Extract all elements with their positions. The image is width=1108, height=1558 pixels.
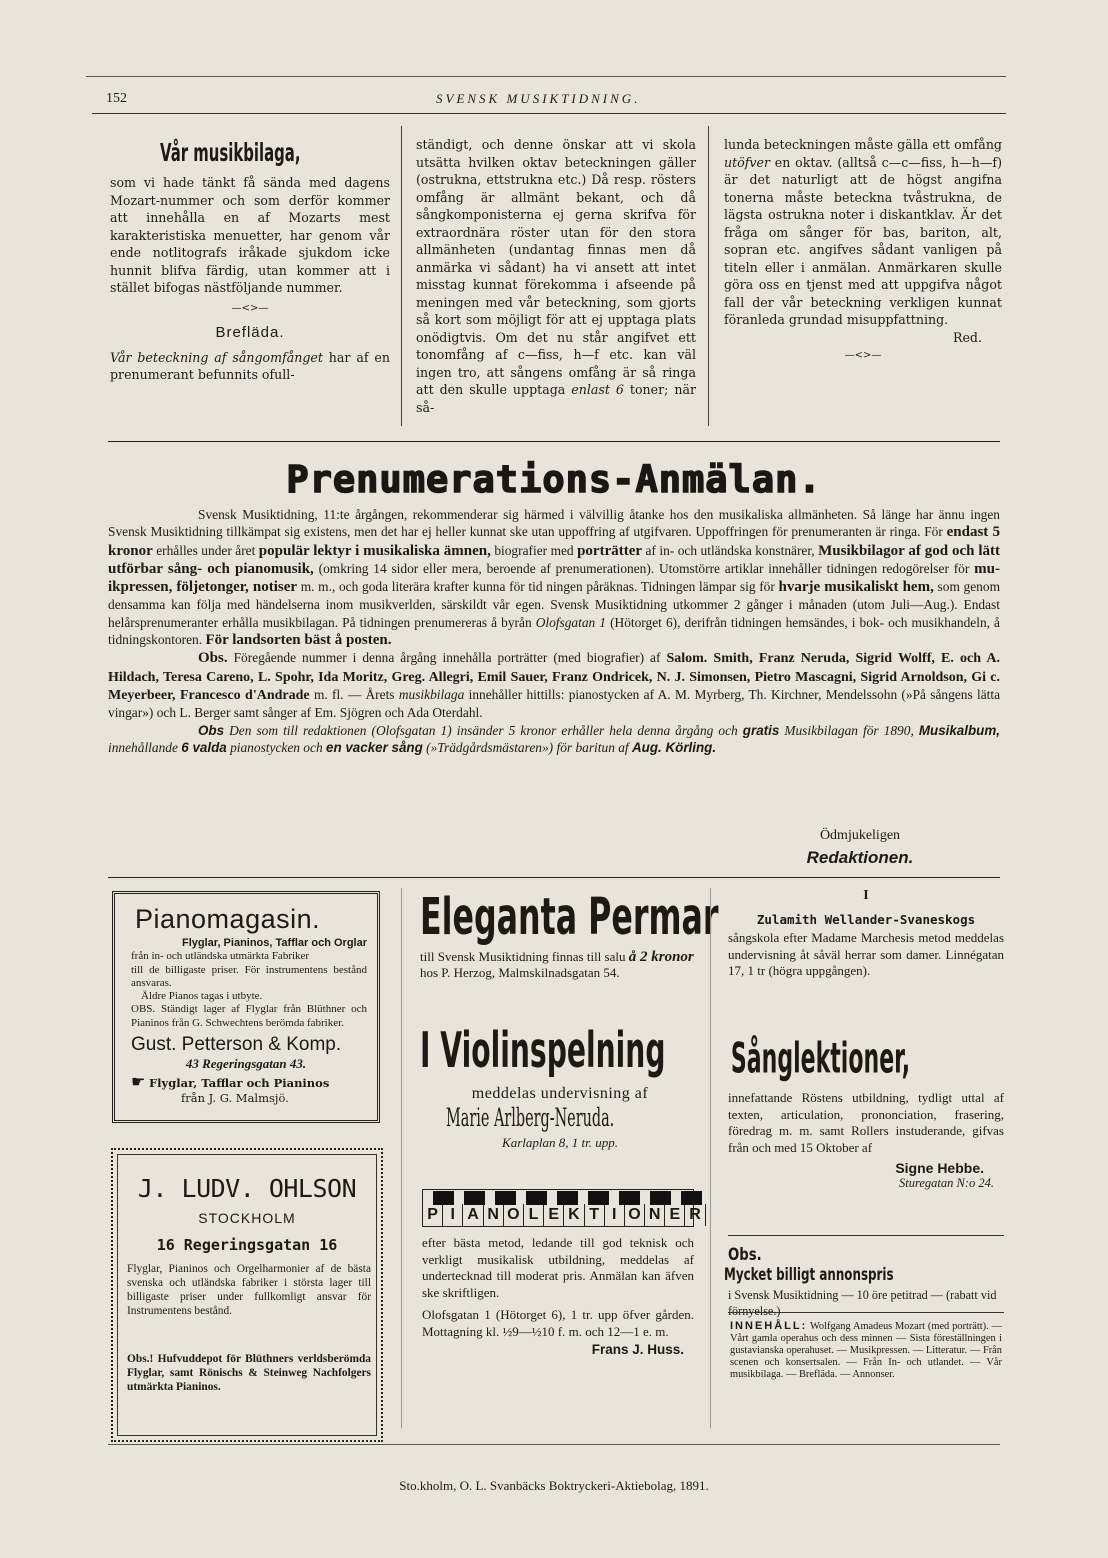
text: pianostycken och — [230, 739, 323, 755]
ad-mark: I — [863, 888, 869, 903]
piano-key-letter: N — [645, 1204, 665, 1226]
ad-obs: Obs.! Hufvuddepot för Blüthners verldsberömda Flyglar, samt Rönischs & Steinweg Nachfolgers utmärkta Pianinos. — [127, 1353, 371, 1393]
ad-rule — [728, 1312, 1004, 1313]
emphasis: porträtter — [577, 542, 643, 559]
text: Svensk Musiktidning, 11:te årgången, rekommenderar sig härmed i välvillig åtanke hos den musikaliska allmänheten. Så länge har ännu ingen Svensk Musiktidning tillkämpat sig existens, men det har ej heller kunnat ske utan uppoffring af utgifvaren. Uppoffringen för prenumeranten är ringa. För — [108, 507, 1000, 540]
ad-title: J. LUDV. OHLSON — [137, 1174, 357, 1203]
imprint: Sto.kholm, O. L. Svanbäcks Boktryckeri-Aktiebolag, 1891. — [399, 1478, 709, 1493]
ad-sangskola — [728, 888, 1004, 980]
lead-text: har af en prenumerant befunnits ofull- — [110, 349, 390, 382]
ad-pianolektioner — [422, 1189, 701, 1357]
text: Musikbilagan för 1890, — [784, 722, 914, 738]
text: innehållande — [108, 739, 178, 755]
ad-body: innefattande Röstens utbildning, tydligt uttal af texten, articulation, prononciation, frasering, föredrag m. m. samt Rollers instuderande, gifvas från och med 15 Oktober af — [728, 1090, 1004, 1155]
piano-key-letter: P — [423, 1204, 443, 1226]
subscription-title — [108, 458, 1000, 501]
emphasis: endast 5 kronor — [108, 524, 1000, 559]
ad-title: Pianomagasin. — [135, 904, 321, 934]
italic-address: Olofsgatan 1 — [535, 614, 606, 630]
footer-rule — [108, 1444, 1000, 1445]
text: m. m., och goda literära krafter kunna för tid ningen påräknas. Tidningen lämpar sig för — [300, 579, 775, 595]
ad-line: Flyglar, Tafflar och Pianinos — [149, 1076, 330, 1091]
article-musikbilaga — [110, 138, 390, 384]
ad-line: Äldre Pianos tagas i utbyte. — [141, 990, 263, 1003]
piano-key-letter: I — [443, 1204, 463, 1226]
article-title: Vår musikbilaga, — [159, 138, 301, 168]
piano-key-letter: N — [484, 1204, 504, 1226]
piano-letters — [423, 1204, 706, 1226]
column-text: en oktav. (alltså c—c—fiss, h—h—f) är det naturligt att de högst angifna tonerna måste beteckna tvåstrukna, de lägsta ostrukna noter i diskantklav. Är det fråga om sånger för bas, bariton, alt, sopran etc. angifves sådant vanligen på titeln eller i anmälan. Anmärkaren skulle göra oss en tjenst med att uppgifva något fall der vår beteckning verkligen kunnat föranleda grundad misuppfattning. — [724, 154, 1002, 327]
page-header — [86, 76, 1006, 107]
ad-column-divider — [401, 888, 402, 1428]
separator: —<>— — [231, 302, 269, 314]
ad-line: hos P. Herzog, Malmskilnadsgatan 54. — [420, 965, 620, 980]
ad-name: Frans J. Huss. — [591, 1342, 684, 1357]
ad-name: Marie Arlberg-Nerudа. — [445, 1103, 615, 1133]
text: biografier med — [494, 542, 574, 558]
emphasis: 6 valda — [181, 739, 227, 755]
column-divider — [708, 126, 709, 426]
article-column-2 — [416, 136, 696, 416]
emphasis: gratis — [742, 722, 780, 738]
ad-address: 16 Regeringsgatan 16 — [156, 1236, 338, 1254]
ad-name: Signe Hebbe. — [895, 1160, 984, 1176]
piano-key-letter: E — [544, 1204, 564, 1226]
column-text: ständigt, och denne önskar att vi skola utsätta hvilken oktav beteckningen gäller (ostrukna, ettstrukna etc.) Då resp. rösters omfång är allmänt bekant, och då sångkomponisterna ej gerna skrifva för extraordnära röster utan för den stora allmänheten (undantag finnas men då anmärka vi sådant) ha vi ansett att intet misstag kunnat förekomma i afseende på meningen med vår beteckning, som gjorts så kort som möjligt för att ej upptaga plats onödigtvis. Om det nu står angifvet ett tonomfång af c—fiss, h—f etc. kan väl ingen tro, att sångens omfång är så ringa att den skulle upptaga — [416, 137, 696, 397]
column-italic: enlast 6 — [571, 382, 624, 397]
ad-line: från in- och utländska utmärkta Fabriker — [131, 950, 310, 963]
header-rule — [92, 113, 1006, 114]
text: (omkring 14 sidor eller mera, beroende af prenumerationen). Utomstörre artiklar innehåller tidningen redogörelser för — [318, 560, 970, 576]
piano-key-letter: L — [524, 1204, 544, 1226]
ad-address: Sturegatan N:o 24. — [898, 1176, 994, 1190]
running-title: SVENSK MUSIKTIDNING. — [436, 91, 641, 106]
column-text: lunda beteckningen måste gälla ett omfång — [724, 137, 1002, 152]
ad-annons — [724, 1245, 1004, 1319]
emphasis: Aug. Körling. — [632, 739, 717, 755]
text: innehåller hittills: pianostycken af A. M. Myrberg, Th. Kirchner, Mendelssohn (»På sångens lätta vingar») och L. Berger samt sånger af Em. Sjögren och Ada Oterdahl. — [108, 686, 1001, 721]
text: Föregående nummer i denna årgång innehålla porträtter (med biografier) af — [233, 650, 661, 666]
text: som genom densamma kan följa med händelserna inom musikverlden, särskildt vår egen. Svensk Musiktidning utkommer 2 gånger i månaden (utom Juli—Aug.). Endast helårsprenumeranter erhålla musikbilagan. På tidningen prenumereras å byrån — [108, 579, 1000, 630]
ad-body: i Svensk Musiktidning — 10 öre petitrad — (rabatt vid förnyelse.) — [728, 1288, 997, 1318]
ad-line: meddelas undervisning af — [471, 1085, 649, 1102]
emphasis: Musikbilagor af god och lätt utförbar sång- och pianomusik, — [108, 542, 1000, 577]
emphasis: en vacker sång — [326, 739, 423, 755]
ad-body: Flyglar, Pianinos och Orgelharmonier af de bästa svenska och utländska fabriker i största lager till billigaste priser under fullkomligt ansvar för Instrumentens bestånd. — [127, 1263, 371, 1317]
piano-key-letter: I — [605, 1204, 625, 1226]
ad-address: 43 Regeringsgatan 43. — [185, 1056, 307, 1072]
ad-column-divider — [710, 888, 711, 1428]
ad-city: STOCKHOLM — [198, 1210, 296, 1226]
ad-pianomagasin — [112, 891, 380, 1123]
ad-violinspelning — [420, 1022, 700, 1151]
section-heading: Brefläda. — [215, 323, 285, 341]
emphasis: För landsorten bäst å posten. — [205, 632, 392, 649]
piano-key-letter: E — [665, 1204, 685, 1226]
price: å 2 kronor — [628, 949, 694, 965]
italic-text: musikbilaga — [398, 686, 465, 702]
ad-body: efter bästa metod, ledande till god teknisk och verkligt musikalisk utbildning, meddelas af undertecknad till moderat pris. Anmälan kan äfven ske skriftligen. — [422, 1235, 694, 1300]
ad-body: sångskola efter Madame Marchesis metod meddelas undervisning åt såväl herrar som damer. Linnégatan 17, 1 tr (högra uppgången). — [728, 930, 1004, 978]
column-divider — [401, 126, 402, 426]
piano-key-letter: T — [585, 1204, 605, 1226]
ad-permar — [420, 888, 719, 981]
column-italic: utöfver — [724, 154, 771, 170]
closing-text: Ödmjukeligen — [819, 828, 901, 843]
ad-address: Karlaplan 8, 1 tr. upp. — [502, 1135, 618, 1150]
contents-body: Wolfgang Amadeus Mozart (med porträtt). — Vårt gamla operahus och dess minnen — Sista föreställningen i gustavianska operahuset. — Musikpressen. — Litteratur. — Från scenen och konsertsalen. — Från In- och utlandet. — Vår musikbilaga. — Brefläda. — Annonser. — [730, 1321, 1002, 1380]
ad-ohlson — [111, 1148, 383, 1442]
page-number: 152 — [106, 91, 127, 106]
signature: Red. — [952, 329, 982, 345]
subscription-title-text: Prenumerations-Anmälan. — [286, 458, 822, 501]
piano-key-letter: A — [463, 1204, 483, 1226]
text: af in- och utländska konstnärer, — [645, 542, 815, 558]
ad-line: från J. G. Malmsjö. — [181, 1091, 289, 1106]
closing — [770, 828, 950, 868]
article-body: som vi hade tänkt få sända med dagens Mozart-nummer och som derför kommer att innehålla en af Mozarts mest karakteristiska menuetter, har genom vår ende notlitografs iråkade sjukdom icke hunnit blifva färdig, utan kommer att i stället bifogas nästföljande nummer. — [110, 175, 390, 295]
ad-line: OBS. Ständigt lager af Flyglar från Blüthner och Pianinos från G. Schwechtens berömda fabriker. — [131, 1003, 367, 1029]
contents — [730, 1320, 1002, 1381]
ad-rule — [728, 1235, 1004, 1236]
emphasis: mu-ikpressen, följetonger, notiser — [108, 560, 1000, 596]
article-column-3 — [724, 136, 1002, 361]
text: erhålles under året — [156, 542, 256, 558]
lead-italic: Vår beteckning af sångomfånget — [110, 349, 323, 365]
ad-name: Zulamith Wellander-Svaneskogs — [756, 912, 976, 927]
obs-label: Obs — [198, 722, 225, 738]
text: m. fl. — Årets — [313, 686, 395, 702]
ad-title: Sånglektioner, — [731, 1034, 911, 1083]
text: (»Trädgårdsmästaren») för baritun af — [426, 739, 629, 755]
obs-label: Obs. — [198, 650, 228, 667]
piano-key-letter: K — [564, 1204, 584, 1226]
ad-line: till de billigaste priser. För instrumentens bestånd ansvaras. — [131, 963, 367, 989]
separator: —<>— — [844, 350, 882, 361]
ad-name: Gust. Petterson & Komp. — [131, 1034, 342, 1056]
piano-key-letter: O — [504, 1204, 524, 1226]
piano-key-letter: O — [625, 1204, 645, 1226]
column-text: toner; när så- — [416, 382, 696, 415]
black-keys — [423, 1190, 702, 1204]
ad-line: Flyglar, Pianinos, Tafflar och Orglar — [181, 937, 367, 949]
portrait-names: Salom. Smith, Franz Neruda, Sigrid Wolff, E. och A. Hildach, Teresa Careno, L. Spohr, Ida Moritz, Greg. Allegri, Emil Sauer, Franz Ondricek, N. J. Simonsen, Pietro Mascagni, Sigrid Arnoldson, Gi c. Meyerbeer, Francesco d'Andrade — [108, 651, 1000, 703]
piano-keys — [422, 1189, 701, 1227]
emphasis: populär lektyr i musikaliska ämnen, — [258, 542, 491, 559]
ad-title: Mycket billigt annonspris — [724, 1265, 894, 1285]
obs-label: Obs. — [728, 1245, 762, 1265]
ad-address: Olofsgatan 1 (Hötorget 6), 1 tr. upp öfver gården. Mottagning kl. ½9—½10 f. m. och 12—1 e. m. — [422, 1307, 694, 1339]
closing-signature: Redaktionen. — [806, 848, 914, 867]
ad-line: till Svensk Musiktidning finnas till salu — [420, 949, 626, 964]
pointing-hand-icon: ☛ — [131, 1072, 146, 1092]
piano-key-letter: R — [685, 1204, 705, 1226]
ad-title: I Violinspelning — [420, 1022, 666, 1080]
text: Den som till redaktionen (Olofsgatan 1) insänder 5 kronor erhåller hela denna årgång och — [229, 722, 738, 738]
ad-title: Eleganta Permar — [420, 888, 719, 947]
ad-sanglektioner — [728, 1034, 1004, 1191]
ads-rule — [108, 877, 1000, 878]
contents-label: INNEHÅLL: — [730, 1320, 808, 1332]
emphasis: Musikalbum, — [918, 722, 1000, 738]
subscription-text — [108, 506, 1000, 756]
text: (Hötorget 6), derifrån tidningen hemsändes, i bok- och musikhandeln, å tidningskontoren. — [108, 614, 1000, 648]
section-rule — [108, 441, 1000, 442]
emphasis: hvarje musikaliskt hem, — [778, 579, 934, 596]
